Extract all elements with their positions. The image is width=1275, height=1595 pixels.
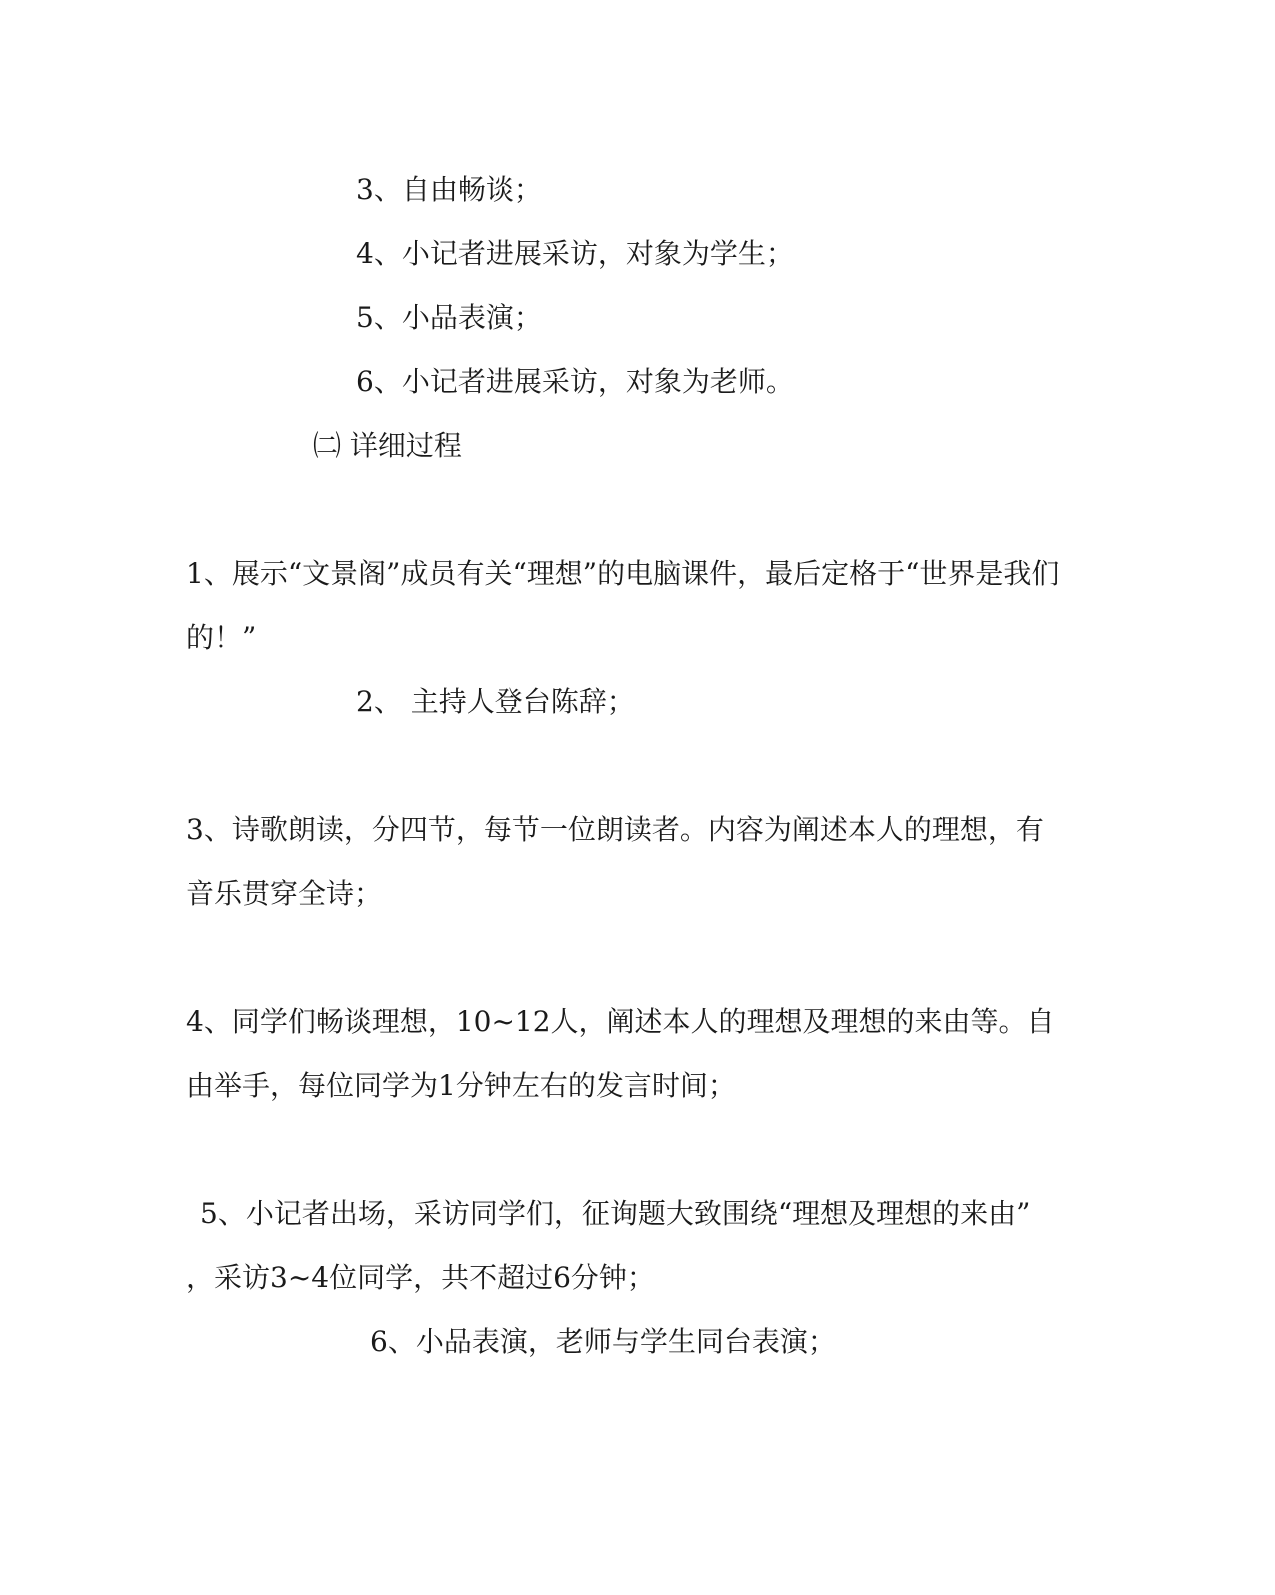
step-3-line-2: 音乐贯穿全诗；: [186, 877, 383, 910]
step-6: 6、小品表演，老师与学生同台表演；: [370, 1325, 836, 1358]
step-2: 2、 主持人登台陈辞；: [356, 685, 635, 718]
step-4-line-1: 4、同学们畅谈理想，10~12人，阐述本人的理想及理想的来由等。自: [186, 1005, 1055, 1038]
list-item-4: 4、小记者进展采访，对象为学生；: [356, 237, 794, 270]
step-5-line-1: 5、小记者出场，采访同学们，征询题大致围绕“理想及理想的来由”: [200, 1197, 1031, 1230]
list-item-6: 6、小记者进展采访，对象为老师。: [356, 365, 794, 398]
step-1-line-1: 1、展示“文景阁”成员有关“理想”的电脑课件，最后定格于“世界是我们: [186, 557, 1060, 590]
step-4-line-2: 由举手，每位同学为1分钟左右的发言时间；: [186, 1069, 736, 1102]
section-heading: ㈡ 详细过程: [313, 429, 462, 462]
step-1-line-2: 的！”: [186, 621, 257, 654]
list-item-3: 3、自由畅谈；: [356, 173, 542, 206]
step-5-line-2: ，采访3~4位同学，共不超过6分钟；: [186, 1261, 655, 1294]
step-3-line-1: 3、诗歌朗读，分四节，每节一位朗读者。内容为阐述本人的理想，有: [186, 813, 1044, 846]
list-item-5: 5、小品表演；: [356, 301, 542, 334]
